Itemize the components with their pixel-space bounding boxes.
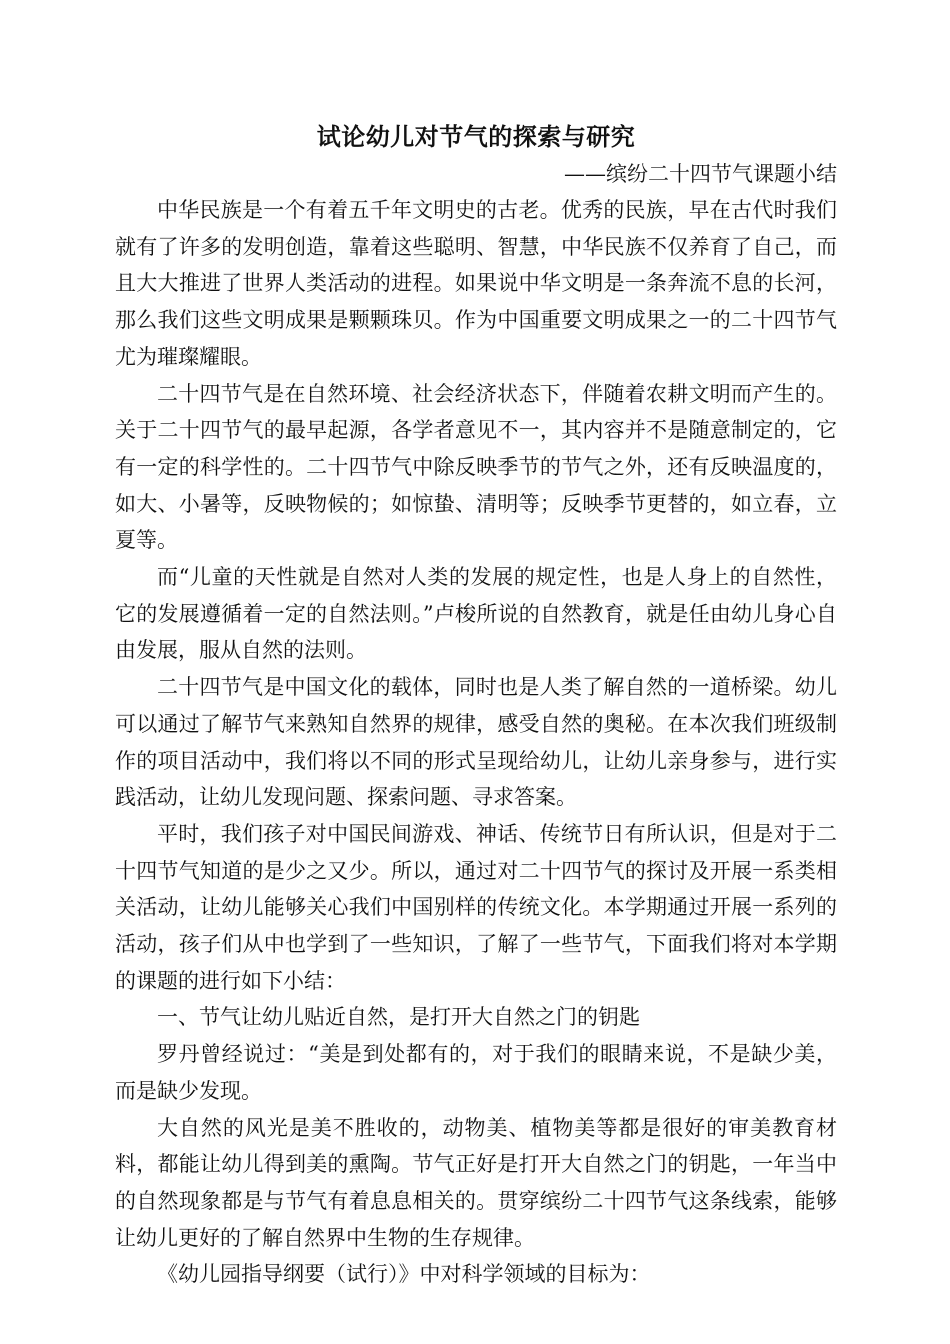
paragraph-solar-terms-origin: 二十四节气是在自然环境、社会经济状态下，伴随着农耕文明而产生的。关于二十四节气的最早起源，各学者意见不一，其内容并不是随意制定的，它有一定的科学性的。二十四节气中除反映季节的节气之外，还有反映温度的，如大、小暑等，反映物候的；如惊蛰、清明等；反映季节更替的，如立春，立夏等。 [115, 381, 837, 553]
paragraph-nature-beauty: 大自然的风光是美不胜收的，动物美、植物美等都是很好的审美教育材料，都能让幼儿得到美的熏陶。节气正好是打开大自然之门的钥匙，一年当中的自然现象都是与节气有着息息相关的。贯穿缤纷二十四节气这条线索，能够让幼儿更好的了解自然界中生物的生存规律。 [115, 1115, 837, 1250]
paragraph-rousseau-quote: 而“儿童的天性就是自然对人类的发展的规定性，也是人身上的自然性，它的发展遵循着一定的自然法则。”卢梭所说的自然教育，就是任由幼儿身心自由发展，服从自然的法则。 [115, 565, 837, 663]
document-subtitle: ——缤纷二十四节气课题小结 [564, 162, 837, 186]
paragraph-culture-bridge: 二十四节气是中国文化的载体，同时也是人类了解自然的一道桥梁。幼儿可以通过了解节气来熟知自然界的规律，感受自然的奥秘。在本次我们班级制作的项目活动中，我们将以不同的形式呈现给幼儿，让幼儿亲身参与，进行实践活动，让幼儿发现问题、探索问题、寻求答案。 [115, 675, 837, 810]
paragraph-rodin-quote: 罗丹曾经说过：“美是到处都有的，对于我们的眼睛来说，不是缺少美，而是缺少发现。 [115, 1042, 837, 1103]
paragraph-guideline-goals: 《幼儿园指导纲要（试行）》中对科学领域的目标为： [157, 1262, 651, 1287]
section-heading-one: 一、节气让幼儿贴近自然，是打开大自然之门的钥匙 [157, 1005, 640, 1030]
paragraph-intro: 中华民族是一个有着五千年文明史的古老。优秀的民族，早在古代时我们就有了许多的发明创造，靠着这些聪明、智慧，中华民族不仅养育了自己，而且大大推进了世界人类活动的进程。如果说中华文明是一条奔流不息的长河，那么我们这些文明成果是颗颗珠贝。作为中国重要文明成果之一的二十四节气尤为璀璨耀眼。 [115, 198, 837, 369]
document-title: 试论幼儿对节气的探索与研究 [316, 123, 636, 151]
paragraph-semester-summary: 平时，我们孩子对中国民间游戏、神话、传统节日有所认识，但是对于二十四节气知道的是少之又少。所以，通过对二十四节气的探讨及开展一系类相关活动，让幼儿能够关心我们中国别样的传统文化。本学期通过开展一系列的活动，孩子们从中也学到了一些知识，了解了一些节气，下面我们将对本学期的课题的进行如下小结： [115, 821, 837, 993]
document-body [115, 118, 837, 1293]
